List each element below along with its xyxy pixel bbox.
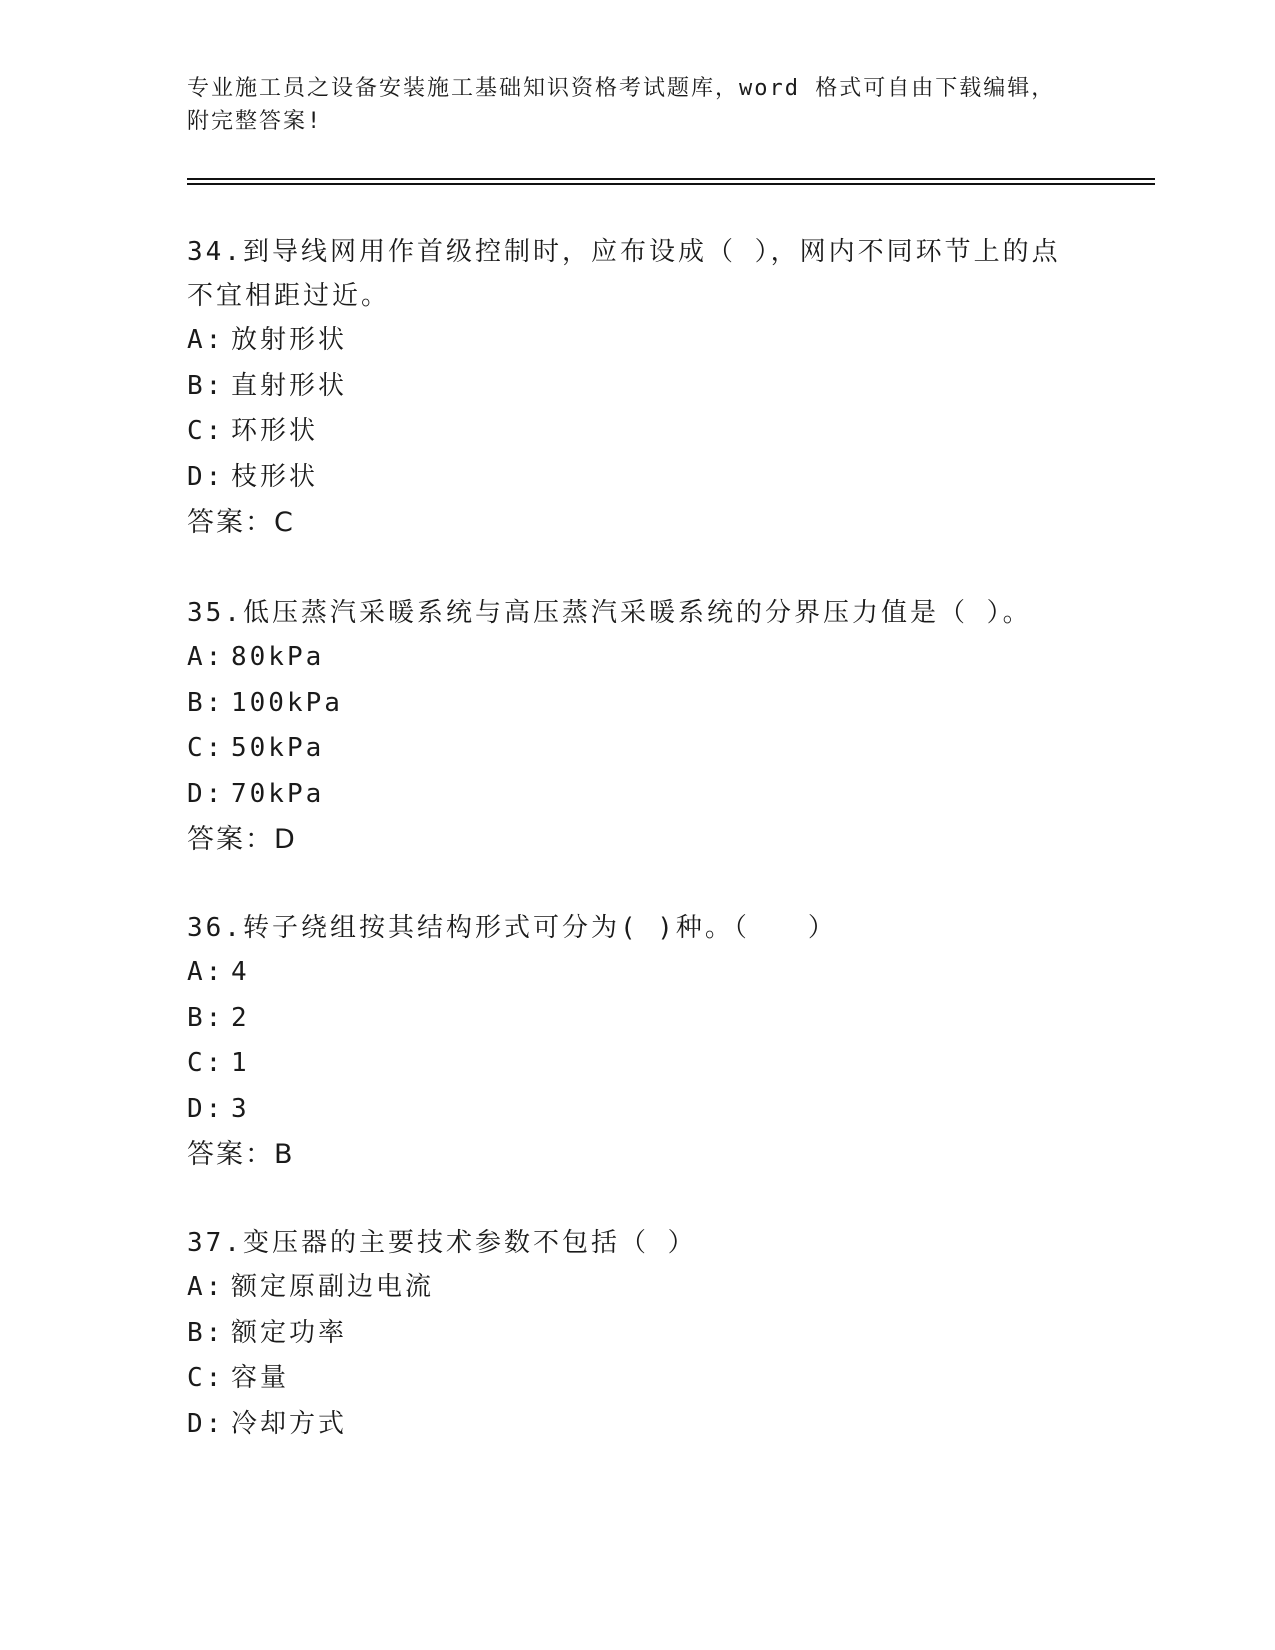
option-letter: B: [187, 687, 225, 718]
answer-line: 答案：B [187, 1139, 295, 1170]
question-text-line: 35.低压蒸汽采暖系统与高压蒸汽采暖系统的分界压力值是（ ）。 [187, 598, 1032, 628]
header-divider-top [187, 178, 1155, 180]
question-34 [187, 230, 1087, 546]
question-text-line: 34.到导线网用作首级控制时，应布设成（ ），网内不同环节上的点 [187, 237, 1061, 267]
option-letter: D: [187, 1093, 225, 1124]
document-header [187, 72, 1087, 138]
option-text: 放射形状 [231, 325, 348, 355]
option-text: 枝形状 [231, 461, 319, 492]
option-d [187, 455, 1087, 501]
option-letter: D: [187, 778, 225, 809]
option-c [187, 1356, 1087, 1402]
option-text: 2 [231, 1002, 250, 1033]
option-c [187, 409, 1087, 455]
question-36 [187, 906, 1087, 1178]
question-text-line: 不宜相距过近。 [187, 281, 391, 311]
option-b [187, 681, 1087, 727]
option-letter: B: [187, 1002, 225, 1033]
option-text: 50kPa [231, 733, 325, 763]
header-line-1: 专业施工员之设备安装施工基础知识资格考试题库，word 格式可自由下载编辑， [187, 76, 1056, 101]
option-text: 80kPa [231, 642, 325, 672]
option-letter: D: [187, 1408, 225, 1439]
question-37 [187, 1221, 1087, 1447]
option-b [187, 1311, 1087, 1357]
option-text: 3 [231, 1093, 250, 1124]
question-35 [187, 591, 1087, 863]
option-c [187, 1041, 1087, 1087]
option-letter: C: [187, 733, 225, 763]
option-letter: C: [187, 1048, 225, 1078]
option-text: 4 [231, 957, 250, 987]
question-text-line: 36.转子绕组按其结构形式可分为( )种。（ ） [187, 913, 837, 943]
option-letter: A: [187, 957, 225, 987]
option-letter: C: [187, 416, 225, 446]
answer-line: 答案：C [187, 507, 295, 538]
option-c [187, 726, 1087, 772]
option-text: 容量 [231, 1363, 290, 1393]
option-letter: B: [187, 1317, 225, 1348]
option-b [187, 364, 1087, 410]
option-b [187, 996, 1087, 1042]
option-text: 额定功率 [231, 1317, 348, 1348]
option-text: 额定原副边电流 [231, 1272, 435, 1302]
option-a [187, 318, 1087, 364]
option-a [187, 1265, 1087, 1311]
option-d [187, 772, 1087, 818]
answer-line: 答案：D [187, 824, 297, 855]
option-letter: A: [187, 325, 225, 355]
option-text: 1 [231, 1048, 250, 1078]
option-letter: B: [187, 370, 225, 401]
option-letter: A: [187, 1272, 225, 1302]
option-text: 70kPa [231, 778, 325, 809]
option-letter: C: [187, 1363, 225, 1393]
option-text: 冷却方式 [231, 1408, 348, 1439]
option-letter: D: [187, 461, 225, 492]
question-text-line: 37.变压器的主要技术参数不包括（ ） [187, 1228, 697, 1258]
option-a [187, 635, 1087, 681]
option-d [187, 1087, 1087, 1133]
option-letter: A: [187, 642, 225, 672]
option-d [187, 1402, 1087, 1448]
option-a [187, 950, 1087, 996]
header-divider-bottom [187, 183, 1155, 185]
option-text: 100kPa [231, 687, 343, 718]
option-text: 环形状 [231, 416, 319, 446]
header-line-2: 附完整答案! [187, 109, 323, 134]
option-text: 直射形状 [231, 370, 348, 401]
